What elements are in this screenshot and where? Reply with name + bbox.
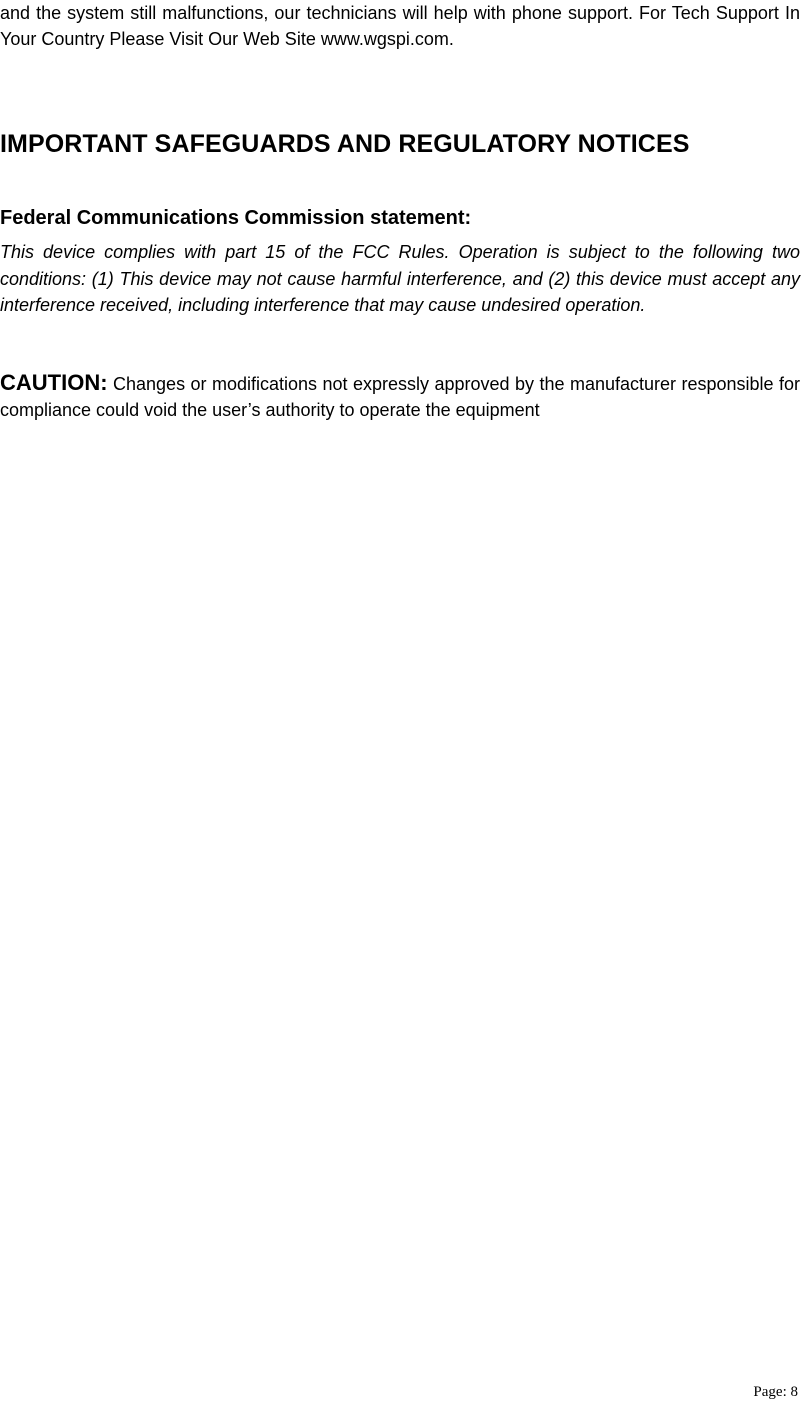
fcc-statement-text: This device complies with part 15 of the FCC Rules. Operation is subject to the following two conditions: (1) This device may not cause harmful interference, and (2) this device must accept any interference received, including interference that may cause undesired operation.	[0, 242, 800, 315]
page-number: Page: 8	[753, 1384, 798, 1400]
section-heading: IMPORTANT SAFEGUARDS AND REGULATORY NOTICES	[0, 130, 690, 158]
intro-paragraph: and the system still malfunctions, our technicians will help with phone support. For Tech Support In Your Country Please Visit Our Web Site www.wgspi.com.	[0, 3, 800, 49]
caution-label: CAUTION:	[0, 370, 108, 395]
caution-text: Changes or modifications not expressly approved by the manufacturer responsible for compliance could void the user’s authority to operate the equipment	[0, 374, 800, 420]
fcc-statement-title: Federal Communications Commission statement:	[0, 207, 472, 229]
caution-paragraph	[0, 370, 800, 423]
